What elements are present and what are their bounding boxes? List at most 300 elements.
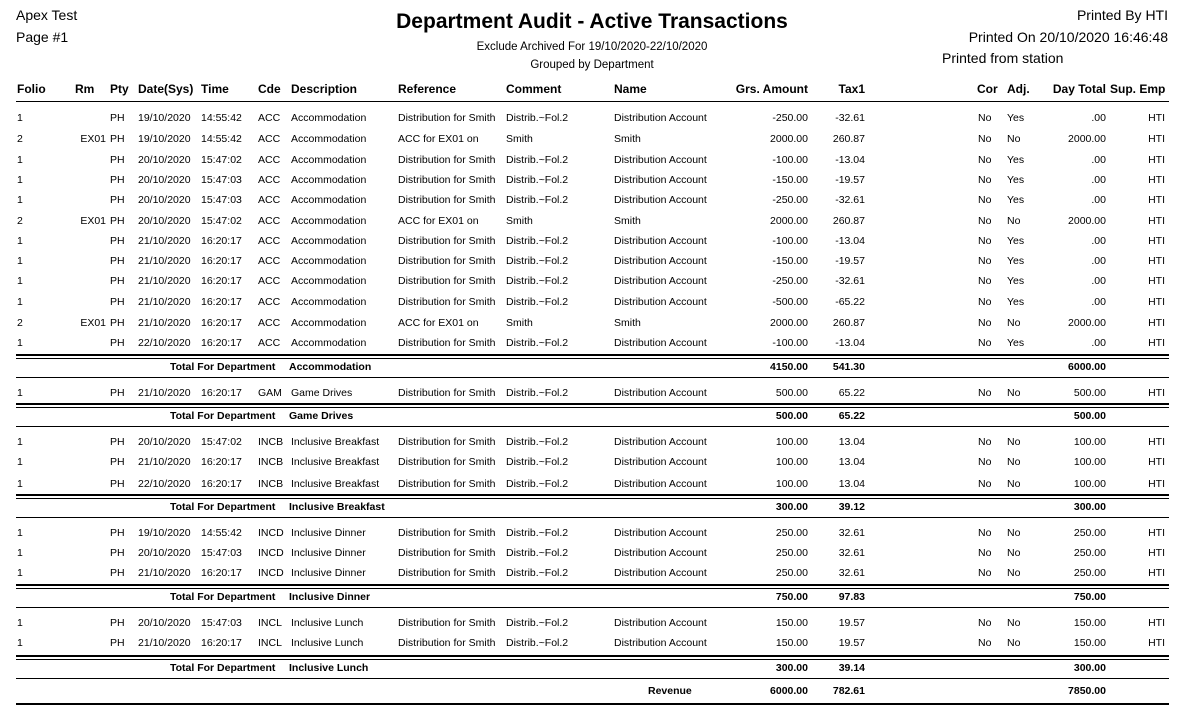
cell-pty: PH — [110, 112, 125, 124]
cell-date: 20/10/2020 — [138, 174, 191, 186]
cell-emp: HTI — [1148, 567, 1165, 579]
cell-day: 150.00 — [1073, 617, 1106, 629]
cell-cor: No — [978, 133, 992, 145]
cell-comment: Distrib.~Fol.2 — [506, 387, 569, 399]
cell-time: 15:47:03 — [201, 617, 242, 629]
cell-rm: EX01 — [80, 317, 106, 329]
cell-grs: 500.00 — [775, 387, 808, 399]
cell-adj: Yes — [1007, 275, 1025, 287]
cell-folio: 2 — [17, 133, 23, 145]
cell-cde: ACC — [258, 174, 281, 186]
cell-pty: PH — [110, 133, 125, 145]
cell-cor: No — [978, 337, 992, 349]
cell-day: 2000.00 — [1068, 215, 1106, 227]
cell-emp: HTI — [1148, 215, 1165, 227]
cell-grs: -250.00 — [772, 194, 808, 206]
cell-adj: Yes — [1007, 337, 1025, 349]
cell-ref: ACC for EX01 on — [398, 317, 479, 329]
cell-name: Distribution Account — [614, 456, 707, 468]
total-day-total: 6000.00 — [1068, 361, 1106, 373]
cell-date: 20/10/2020 — [138, 547, 191, 559]
cell-desc: Accommodation — [291, 194, 367, 206]
cell-emp: HTI — [1148, 547, 1165, 559]
cell-grs: 250.00 — [775, 567, 808, 579]
cell-tax: 19.57 — [838, 637, 865, 649]
cell-date: 21/10/2020 — [138, 275, 191, 287]
cell-adj: Yes — [1007, 296, 1025, 308]
cell-ref: Distribution for Smith — [398, 387, 496, 399]
report-bottom-rule — [16, 703, 1169, 705]
cell-time: 15:47:02 — [201, 154, 242, 166]
cell-day: 2000.00 — [1068, 133, 1106, 145]
cell-time: 16:20:17 — [201, 296, 242, 308]
cell-cde: INCL — [258, 637, 282, 649]
cell-adj: No — [1007, 436, 1021, 448]
cell-emp: HTI — [1148, 275, 1165, 287]
cell-cor: No — [978, 235, 992, 247]
cell-tax: 13.04 — [838, 436, 865, 448]
cell-adj: No — [1007, 617, 1021, 629]
cell-comment: Distrib.~Fol.2 — [506, 154, 569, 166]
col-date: Date(Sys) — [138, 82, 194, 96]
cell-adj: Yes — [1007, 235, 1025, 247]
total-grs-amount: 500.00 — [775, 410, 808, 422]
total-grs-amount: 750.00 — [775, 591, 808, 603]
cell-grs: 150.00 — [775, 637, 808, 649]
cell-name: Smith — [614, 317, 641, 329]
col-sup-emp: Sup. Emp — [1110, 82, 1166, 96]
cell-day: .00 — [1091, 235, 1106, 247]
cell-comment: Distrib.~Fol.2 — [506, 456, 569, 468]
cell-emp: HTI — [1148, 194, 1165, 206]
cell-pty: PH — [110, 337, 125, 349]
cell-cor: No — [978, 436, 992, 448]
cell-date: 21/10/2020 — [138, 637, 191, 649]
cell-folio: 1 — [17, 387, 23, 399]
cell-grs: -500.00 — [772, 296, 808, 308]
cell-pty: PH — [110, 215, 125, 227]
col-tax1: Tax1 — [838, 82, 865, 96]
cell-desc: Inclusive Dinner — [291, 547, 366, 559]
cell-pty: PH — [110, 275, 125, 287]
cell-tax: 260.87 — [832, 317, 865, 329]
cell-date: 21/10/2020 — [138, 456, 191, 468]
cell-day: 2000.00 — [1068, 317, 1106, 329]
cell-cor: No — [978, 547, 992, 559]
cell-comment: Distrib.~Fol.2 — [506, 194, 569, 206]
cell-cde: INCD — [258, 567, 284, 579]
cell-cor: No — [978, 617, 992, 629]
total-underline — [16, 607, 1169, 608]
cell-comment: Distrib.~Fol.2 — [506, 567, 569, 579]
cell-date: 21/10/2020 — [138, 567, 191, 579]
cell-folio: 1 — [17, 547, 23, 559]
cell-emp: HTI — [1148, 436, 1165, 448]
cell-grs: 100.00 — [775, 456, 808, 468]
cell-cde: INCB — [258, 478, 284, 490]
cell-date: 19/10/2020 — [138, 112, 191, 124]
total-tax1: 97.83 — [838, 591, 865, 603]
cell-day: .00 — [1091, 174, 1106, 186]
cell-adj: No — [1007, 527, 1021, 539]
report-subtitle: Exclude Archived For 19/10/2020-22/10/2020 — [476, 41, 708, 53]
cell-folio: 1 — [17, 235, 23, 247]
cell-desc: Inclusive Breakfast — [291, 478, 380, 490]
group-divider-thin — [16, 498, 1169, 499]
group-divider-thin — [16, 659, 1169, 660]
cell-folio: 1 — [17, 255, 23, 267]
cell-emp: HTI — [1148, 235, 1165, 247]
cell-comment: Smith — [506, 215, 533, 227]
cell-ref: Distribution for Smith — [398, 567, 496, 579]
cell-day: 250.00 — [1073, 547, 1106, 559]
cell-desc: Accommodation — [291, 296, 367, 308]
cell-cor: No — [978, 527, 992, 539]
total-label: Total For Department — [170, 410, 276, 422]
cell-desc: Game Drives — [291, 387, 353, 399]
group-divider-thick — [16, 494, 1169, 496]
cell-cor: No — [978, 154, 992, 166]
cell-pty: PH — [110, 296, 125, 308]
cell-cde: ACC — [258, 235, 281, 247]
cell-time: 16:20:17 — [201, 337, 242, 349]
cell-emp: HTI — [1148, 456, 1165, 468]
cell-pty: PH — [110, 547, 125, 559]
group-divider-thin — [16, 407, 1169, 408]
cell-adj: No — [1007, 387, 1021, 399]
col-name: Name — [614, 82, 647, 96]
cell-comment: Distrib.~Fol.2 — [506, 296, 569, 308]
cell-desc: Accommodation — [291, 337, 367, 349]
total-underline — [16, 377, 1169, 378]
cell-emp: HTI — [1148, 255, 1165, 267]
cell-cde: INCD — [258, 547, 284, 559]
cell-emp: HTI — [1148, 133, 1165, 145]
col-pty: Pty — [110, 82, 129, 96]
cell-pty: PH — [110, 387, 125, 399]
cell-comment: Distrib.~Fol.2 — [506, 112, 569, 124]
total-tax1: 39.12 — [838, 501, 865, 513]
total-label: Total For Department — [170, 361, 276, 373]
cell-tax: 65.22 — [838, 387, 865, 399]
cell-day: 100.00 — [1073, 436, 1106, 448]
cell-date: 22/10/2020 — [138, 337, 191, 349]
cell-name: Distribution Account — [614, 255, 707, 267]
total-underline — [16, 517, 1169, 518]
cell-tax: 19.57 — [838, 617, 865, 629]
cell-tax: 260.87 — [832, 133, 865, 145]
cell-grs: -100.00 — [772, 337, 808, 349]
cell-emp: HTI — [1148, 317, 1165, 329]
cell-name: Distribution Account — [614, 194, 707, 206]
cell-folio: 1 — [17, 174, 23, 186]
cell-tax: -13.04 — [835, 235, 865, 247]
total-grs-amount: 300.00 — [775, 501, 808, 513]
cell-ref: Distribution for Smith — [398, 478, 496, 490]
cell-time: 16:20:17 — [201, 567, 242, 579]
cell-time: 16:20:17 — [201, 387, 242, 399]
cell-folio: 1 — [17, 194, 23, 206]
cell-cor: No — [978, 637, 992, 649]
cell-name: Distribution Account — [614, 235, 707, 247]
cell-cor: No — [978, 317, 992, 329]
cell-grs: -250.00 — [772, 112, 808, 124]
cell-pty: PH — [110, 194, 125, 206]
cell-ref: Distribution for Smith — [398, 296, 496, 308]
cell-emp: HTI — [1148, 617, 1165, 629]
cell-tax: -19.57 — [835, 255, 865, 267]
cell-desc: Accommodation — [291, 215, 367, 227]
cell-grs: 250.00 — [775, 527, 808, 539]
cell-folio: 1 — [17, 617, 23, 629]
total-underline — [16, 426, 1169, 427]
revenue-day-total: 7850.00 — [1068, 685, 1106, 697]
cell-folio: 1 — [17, 637, 23, 649]
cell-emp: HTI — [1148, 637, 1165, 649]
total-label: Total For Department — [170, 591, 276, 603]
group-divider-thin — [16, 588, 1169, 589]
cell-desc: Inclusive Lunch — [291, 637, 364, 649]
cell-desc: Accommodation — [291, 235, 367, 247]
total-day-total: 300.00 — [1073, 662, 1106, 674]
col-rm: Rm — [75, 82, 95, 96]
total-day-total: 500.00 — [1073, 410, 1106, 422]
cell-folio: 1 — [17, 337, 23, 349]
report-title: Department Audit - Active Transactions — [396, 10, 788, 33]
cell-date: 19/10/2020 — [138, 527, 191, 539]
cell-cde: ACC — [258, 194, 281, 206]
cell-cde: ACC — [258, 154, 281, 166]
cell-cor: No — [978, 387, 992, 399]
col-reference: Reference — [398, 82, 457, 96]
cell-date: 20/10/2020 — [138, 617, 191, 629]
cell-day: .00 — [1091, 296, 1106, 308]
cell-pty: PH — [110, 235, 125, 247]
cell-tax: 13.04 — [838, 456, 865, 468]
cell-pty: PH — [110, 154, 125, 166]
cell-comment: Distrib.~Fol.2 — [506, 547, 569, 559]
cell-name: Smith — [614, 133, 641, 145]
cell-desc: Inclusive Lunch — [291, 617, 364, 629]
cell-folio: 1 — [17, 296, 23, 308]
cell-tax: -65.22 — [835, 296, 865, 308]
cell-ref: Distribution for Smith — [398, 154, 496, 166]
cell-cor: No — [978, 296, 992, 308]
cell-cde: ACC — [258, 296, 281, 308]
cell-time: 16:20:17 — [201, 275, 242, 287]
cell-pty: PH — [110, 637, 125, 649]
cell-day: .00 — [1091, 275, 1106, 287]
cell-name: Distribution Account — [614, 296, 707, 308]
total-label: Total For Department — [170, 501, 276, 513]
cell-ref: Distribution for Smith — [398, 617, 496, 629]
cell-desc: Accommodation — [291, 154, 367, 166]
cell-adj: Yes — [1007, 174, 1025, 186]
cell-cde: INCD — [258, 527, 284, 539]
cell-comment: Distrib.~Fol.2 — [506, 637, 569, 649]
cell-day: .00 — [1091, 112, 1106, 124]
cell-pty: PH — [110, 567, 125, 579]
cell-date: 20/10/2020 — [138, 436, 191, 448]
cell-grs: 2000.00 — [770, 215, 808, 227]
cell-cde: ACC — [258, 337, 281, 349]
cell-day: 250.00 — [1073, 567, 1106, 579]
cell-ref: Distribution for Smith — [398, 112, 496, 124]
cell-adj: No — [1007, 567, 1021, 579]
cell-date: 21/10/2020 — [138, 235, 191, 247]
company-name: Apex Test — [16, 7, 78, 23]
cell-day: .00 — [1091, 194, 1106, 206]
cell-desc: Inclusive Dinner — [291, 567, 366, 579]
cell-day: 250.00 — [1073, 527, 1106, 539]
header-underline — [16, 101, 1169, 102]
cell-cde: ACC — [258, 133, 281, 145]
cell-ref: Distribution for Smith — [398, 174, 496, 186]
cell-comment: Smith — [506, 133, 533, 145]
cell-time: 15:47:02 — [201, 436, 242, 448]
cell-ref: Distribution for Smith — [398, 436, 496, 448]
cell-name: Distribution Account — [614, 154, 707, 166]
cell-ref: Distribution for Smith — [398, 456, 496, 468]
cell-time: 14:55:42 — [201, 133, 242, 145]
cell-emp: HTI — [1148, 112, 1165, 124]
cell-ref: Distribution for Smith — [398, 637, 496, 649]
total-department: Inclusive Lunch — [289, 662, 369, 674]
cell-adj: Yes — [1007, 112, 1025, 124]
cell-grs: -150.00 — [772, 174, 808, 186]
cell-time: 16:20:17 — [201, 637, 242, 649]
group-divider-thick — [16, 655, 1169, 657]
cell-comment: Smith — [506, 317, 533, 329]
cell-date: 21/10/2020 — [138, 255, 191, 267]
cell-folio: 1 — [17, 567, 23, 579]
cell-adj: No — [1007, 478, 1021, 490]
cell-cde: GAM — [258, 387, 282, 399]
col-description: Description — [291, 82, 358, 96]
cell-tax: -32.61 — [835, 112, 865, 124]
cell-date: 20/10/2020 — [138, 154, 191, 166]
revenue-grs-amount: 6000.00 — [770, 685, 808, 697]
cell-ref: Distribution for Smith — [398, 527, 496, 539]
cell-adj: Yes — [1007, 255, 1025, 267]
col-time: Time — [201, 82, 229, 96]
cell-desc: Inclusive Breakfast — [291, 436, 380, 448]
cell-time: 14:55:42 — [201, 527, 242, 539]
page-number: Page #1 — [16, 29, 69, 45]
cell-ref: Distribution for Smith — [398, 194, 496, 206]
cell-day: 100.00 — [1073, 478, 1106, 490]
cell-tax: -13.04 — [835, 154, 865, 166]
total-department: Inclusive Breakfast — [289, 501, 385, 513]
total-department: Inclusive Dinner — [289, 591, 371, 603]
cell-adj: No — [1007, 133, 1021, 145]
cell-date: 22/10/2020 — [138, 478, 191, 490]
cell-name: Distribution Account — [614, 637, 707, 649]
cell-ref: Distribution for Smith — [398, 547, 496, 559]
cell-time: 16:20:17 — [201, 317, 242, 329]
cell-rm: EX01 — [80, 133, 106, 145]
cell-name: Distribution Account — [614, 436, 707, 448]
cell-tax: 32.61 — [838, 527, 865, 539]
cell-folio: 2 — [17, 215, 23, 227]
total-tax1: 65.22 — [838, 410, 865, 422]
cell-name: Distribution Account — [614, 387, 707, 399]
cell-desc: Accommodation — [291, 275, 367, 287]
cell-comment: Distrib.~Fol.2 — [506, 275, 569, 287]
cell-folio: 1 — [17, 456, 23, 468]
cell-grs: -100.00 — [772, 154, 808, 166]
cell-pty: PH — [110, 527, 125, 539]
cell-tax: 32.61 — [838, 567, 865, 579]
total-tax1: 39.14 — [838, 662, 865, 674]
cell-cde: ACC — [258, 255, 281, 267]
cell-time: 16:20:17 — [201, 235, 242, 247]
cell-cor: No — [978, 567, 992, 579]
cell-ref: ACC for EX01 on — [398, 215, 479, 227]
cell-comment: Distrib.~Fol.2 — [506, 337, 569, 349]
total-day-total: 750.00 — [1073, 591, 1106, 603]
col-cor: Cor — [977, 82, 998, 96]
cell-adj: No — [1007, 317, 1021, 329]
cell-grs: 100.00 — [775, 478, 808, 490]
cell-name: Distribution Account — [614, 527, 707, 539]
cell-date: 21/10/2020 — [138, 296, 191, 308]
cell-cde: ACC — [258, 112, 281, 124]
cell-desc: Inclusive Dinner — [291, 527, 366, 539]
cell-grs: -150.00 — [772, 255, 808, 267]
cell-adj: No — [1007, 456, 1021, 468]
cell-folio: 1 — [17, 275, 23, 287]
total-tax1: 541.30 — [832, 361, 865, 373]
col-folio: Folio — [17, 82, 46, 96]
revenue-label: Revenue — [648, 685, 692, 697]
group-divider-thick — [16, 403, 1169, 405]
cell-ref: Distribution for Smith — [398, 275, 496, 287]
report-grouping: Grouped by Department — [530, 59, 654, 71]
total-department: Game Drives — [289, 410, 354, 422]
cell-desc: Accommodation — [291, 255, 367, 267]
total-underline — [16, 678, 1169, 679]
cell-day: .00 — [1091, 255, 1106, 267]
total-grs-amount: 4150.00 — [770, 361, 808, 373]
cell-cor: No — [978, 194, 992, 206]
cell-rm: EX01 — [80, 215, 106, 227]
cell-adj: Yes — [1007, 154, 1025, 166]
cell-cor: No — [978, 174, 992, 186]
cell-ref: Distribution for Smith — [398, 255, 496, 267]
cell-cde: INCL — [258, 617, 282, 629]
cell-comment: Distrib.~Fol.2 — [506, 235, 569, 247]
cell-emp: HTI — [1148, 296, 1165, 308]
group-divider-thick — [16, 584, 1169, 586]
cell-cor: No — [978, 478, 992, 490]
cell-tax: 13.04 — [838, 478, 865, 490]
cell-cde: ACC — [258, 275, 281, 287]
cell-name: Distribution Account — [614, 275, 707, 287]
cell-day: .00 — [1091, 154, 1106, 166]
cell-grs: 150.00 — [775, 617, 808, 629]
cell-day: 150.00 — [1073, 637, 1106, 649]
cell-tax: 260.87 — [832, 215, 865, 227]
cell-desc: Accommodation — [291, 112, 367, 124]
cell-pty: PH — [110, 436, 125, 448]
printed-by: Printed By HTI — [1076, 7, 1168, 23]
cell-tax: -13.04 — [835, 337, 865, 349]
cell-cor: No — [978, 275, 992, 287]
col-day-total: Day Total — [1052, 82, 1106, 96]
cell-date: 20/10/2020 — [138, 194, 191, 206]
cell-grs: -100.00 — [772, 235, 808, 247]
